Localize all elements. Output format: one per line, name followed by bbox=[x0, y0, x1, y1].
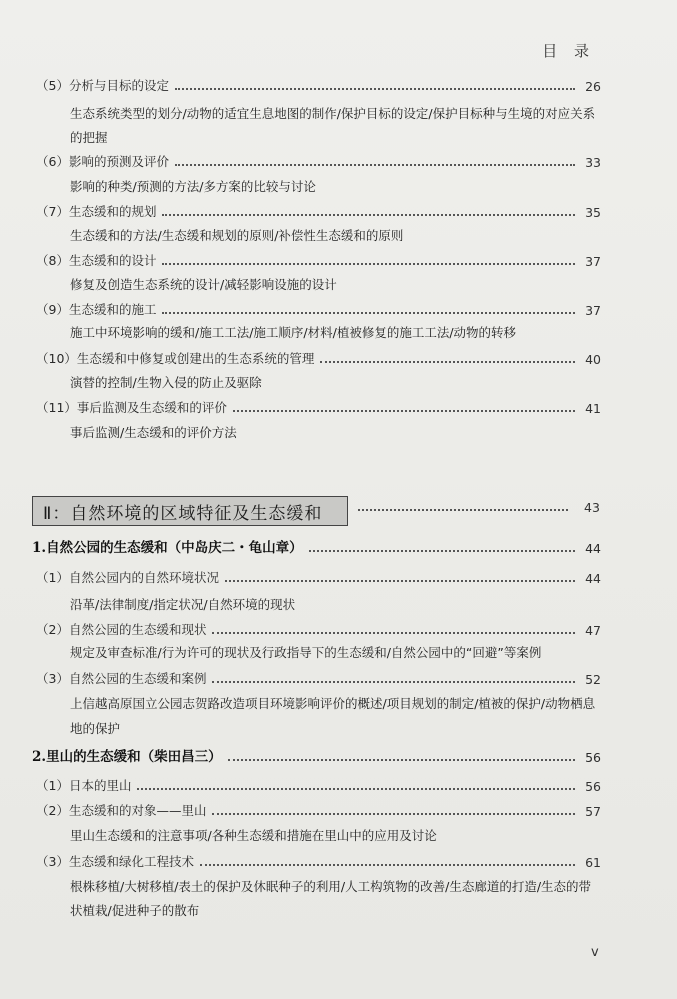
leader-dots bbox=[200, 863, 575, 866]
entry-subtopics: 规定及审查标准/行为许可的现状及行政指导下的生态缓和/自然公园中的“回避”等案例 bbox=[70, 645, 542, 660]
entry-title: （2）自然公园的生态缓和现状 bbox=[36, 622, 207, 637]
leader-dots bbox=[175, 87, 575, 90]
leader-dots bbox=[137, 787, 575, 790]
entry-title: （3）自然公园的生态缓和案例 bbox=[36, 671, 207, 686]
toc-entry[interactable] bbox=[36, 566, 601, 586]
toc-entry[interactable] bbox=[36, 347, 601, 367]
leader-dots bbox=[358, 508, 568, 511]
entry-title: （7）生态缓和的规划 bbox=[36, 204, 157, 219]
toc-entry[interactable] bbox=[36, 396, 601, 416]
toc-entry[interactable] bbox=[36, 850, 601, 870]
chapter-heading[interactable] bbox=[32, 536, 601, 556]
entry-subtopics: 生态系统类型的划分/动物的适宜生息地图的制作/保护目标的设定/保护目标种与生境的对应关系 bbox=[70, 106, 596, 121]
toc-entry[interactable] bbox=[36, 298, 601, 318]
entry-subtopics: 施工中环境影响的缓和/施工工法/施工顺序/材料/植被修复的施工工法/动物的转移 bbox=[70, 325, 517, 340]
entry-title: （11）事后监测及生态缓和的评价 bbox=[36, 400, 227, 415]
toc-entry[interactable] bbox=[36, 799, 601, 819]
chapter-title: 2.里山的生态缓和（柴田昌三） bbox=[32, 749, 222, 765]
leader-dots bbox=[162, 262, 575, 265]
leader-dots bbox=[212, 631, 575, 634]
leader-dots bbox=[162, 311, 575, 314]
leader-dots bbox=[309, 549, 575, 552]
entry-subtopics: 状植栽/促进种子的散布 bbox=[70, 903, 200, 918]
leader-dots bbox=[228, 758, 575, 761]
entry-subtopics: 演替的控制/生物入侵的防止及驱除 bbox=[70, 375, 262, 390]
section-page: 43 bbox=[584, 500, 600, 515]
entry-page: 52 bbox=[585, 672, 601, 687]
entry-page: 37 bbox=[585, 254, 601, 269]
toc-entry[interactable] bbox=[36, 618, 601, 638]
leader-dots bbox=[212, 812, 575, 815]
entry-page: 37 bbox=[585, 303, 601, 318]
entry-subtopics: 沿革/法律制度/指定状况/自然环境的现状 bbox=[70, 597, 296, 612]
section-title: Ⅱ：自然环境的区域特征及生态缓和 bbox=[43, 503, 323, 524]
page-number: v bbox=[591, 945, 599, 960]
toc-entry[interactable] bbox=[36, 249, 601, 269]
entry-page: 44 bbox=[585, 571, 601, 586]
toc-entry[interactable] bbox=[36, 667, 601, 687]
chapter-page: 56 bbox=[585, 750, 601, 765]
entry-subtopics: 生态缓和的方法/生态缓和规划的原则/补偿性生态缓和的原则 bbox=[70, 228, 404, 243]
entry-title: （9）生态缓和的施工 bbox=[36, 302, 157, 317]
entry-page: 47 bbox=[585, 623, 601, 638]
entry-subtopics: 地的保护 bbox=[70, 721, 121, 736]
chapter-title: 1.自然公园的生态缓和（中岛庆二・龟山章） bbox=[32, 540, 303, 556]
entry-subtopics: 的把握 bbox=[70, 130, 108, 145]
leader-dots bbox=[320, 360, 575, 363]
entry-title: （3）生态缓和绿化工程技术 bbox=[36, 854, 194, 869]
entry-page: 26 bbox=[585, 79, 601, 94]
entry-title: （8）生态缓和的设计 bbox=[36, 253, 157, 268]
entry-subtopics: 根株移植/大树移植/表土的保护及休眠种子的利用/人工构筑物的改善/生态廊道的打造/生态的带 bbox=[70, 879, 592, 894]
entry-page: 61 bbox=[585, 855, 601, 870]
toc-entry[interactable] bbox=[36, 74, 601, 94]
entry-title: （2）生态缓和的对象——里山 bbox=[36, 803, 207, 818]
entry-title: （1）日本的里山 bbox=[36, 778, 132, 793]
chapter-heading[interactable] bbox=[32, 745, 601, 765]
entry-subtopics: 上信越高原国立公园志贺路改造项目环境影响评价的概述/项目规划的制定/植被的保护/动物栖息 bbox=[70, 696, 596, 711]
entry-page: 33 bbox=[585, 155, 601, 170]
leader-dots bbox=[162, 213, 575, 216]
entry-subtopics: 事后监测/生态缓和的评价方法 bbox=[70, 425, 237, 440]
page-header: 目 录 bbox=[542, 42, 595, 60]
leader-dots bbox=[225, 579, 575, 582]
entry-title: （5）分析与目标的设定 bbox=[36, 78, 169, 93]
leader-dots bbox=[175, 163, 575, 166]
entry-page: 35 bbox=[585, 205, 601, 220]
entry-page: 41 bbox=[585, 401, 601, 416]
leader-dots bbox=[233, 409, 575, 412]
entry-page: 56 bbox=[585, 779, 601, 794]
entry-subtopics: 影响的种类/预测的方法/多方案的比较与讨论 bbox=[70, 179, 316, 194]
entry-title: （1）自然公园内的自然环境状况 bbox=[36, 570, 219, 585]
chapter-page: 44 bbox=[585, 541, 601, 556]
entry-subtopics: 修复及创造生态系统的设计/减轻影响设施的设计 bbox=[70, 277, 337, 292]
toc-entry[interactable] bbox=[36, 774, 601, 794]
entry-title: （6）影响的预测及评价 bbox=[36, 154, 169, 169]
section-heading[interactable] bbox=[32, 496, 348, 526]
entry-subtopics: 里山生态缓和的注意事项/各种生态缓和措施在里山中的应用及讨论 bbox=[70, 828, 437, 843]
toc-entry[interactable] bbox=[36, 200, 601, 220]
leader-dots bbox=[212, 680, 575, 683]
toc-entry[interactable] bbox=[36, 150, 601, 170]
entry-page: 40 bbox=[585, 352, 601, 367]
entry-page: 57 bbox=[585, 804, 601, 819]
entry-title: （10）生态缓和中修复或创建出的生态系统的管理 bbox=[36, 351, 315, 366]
